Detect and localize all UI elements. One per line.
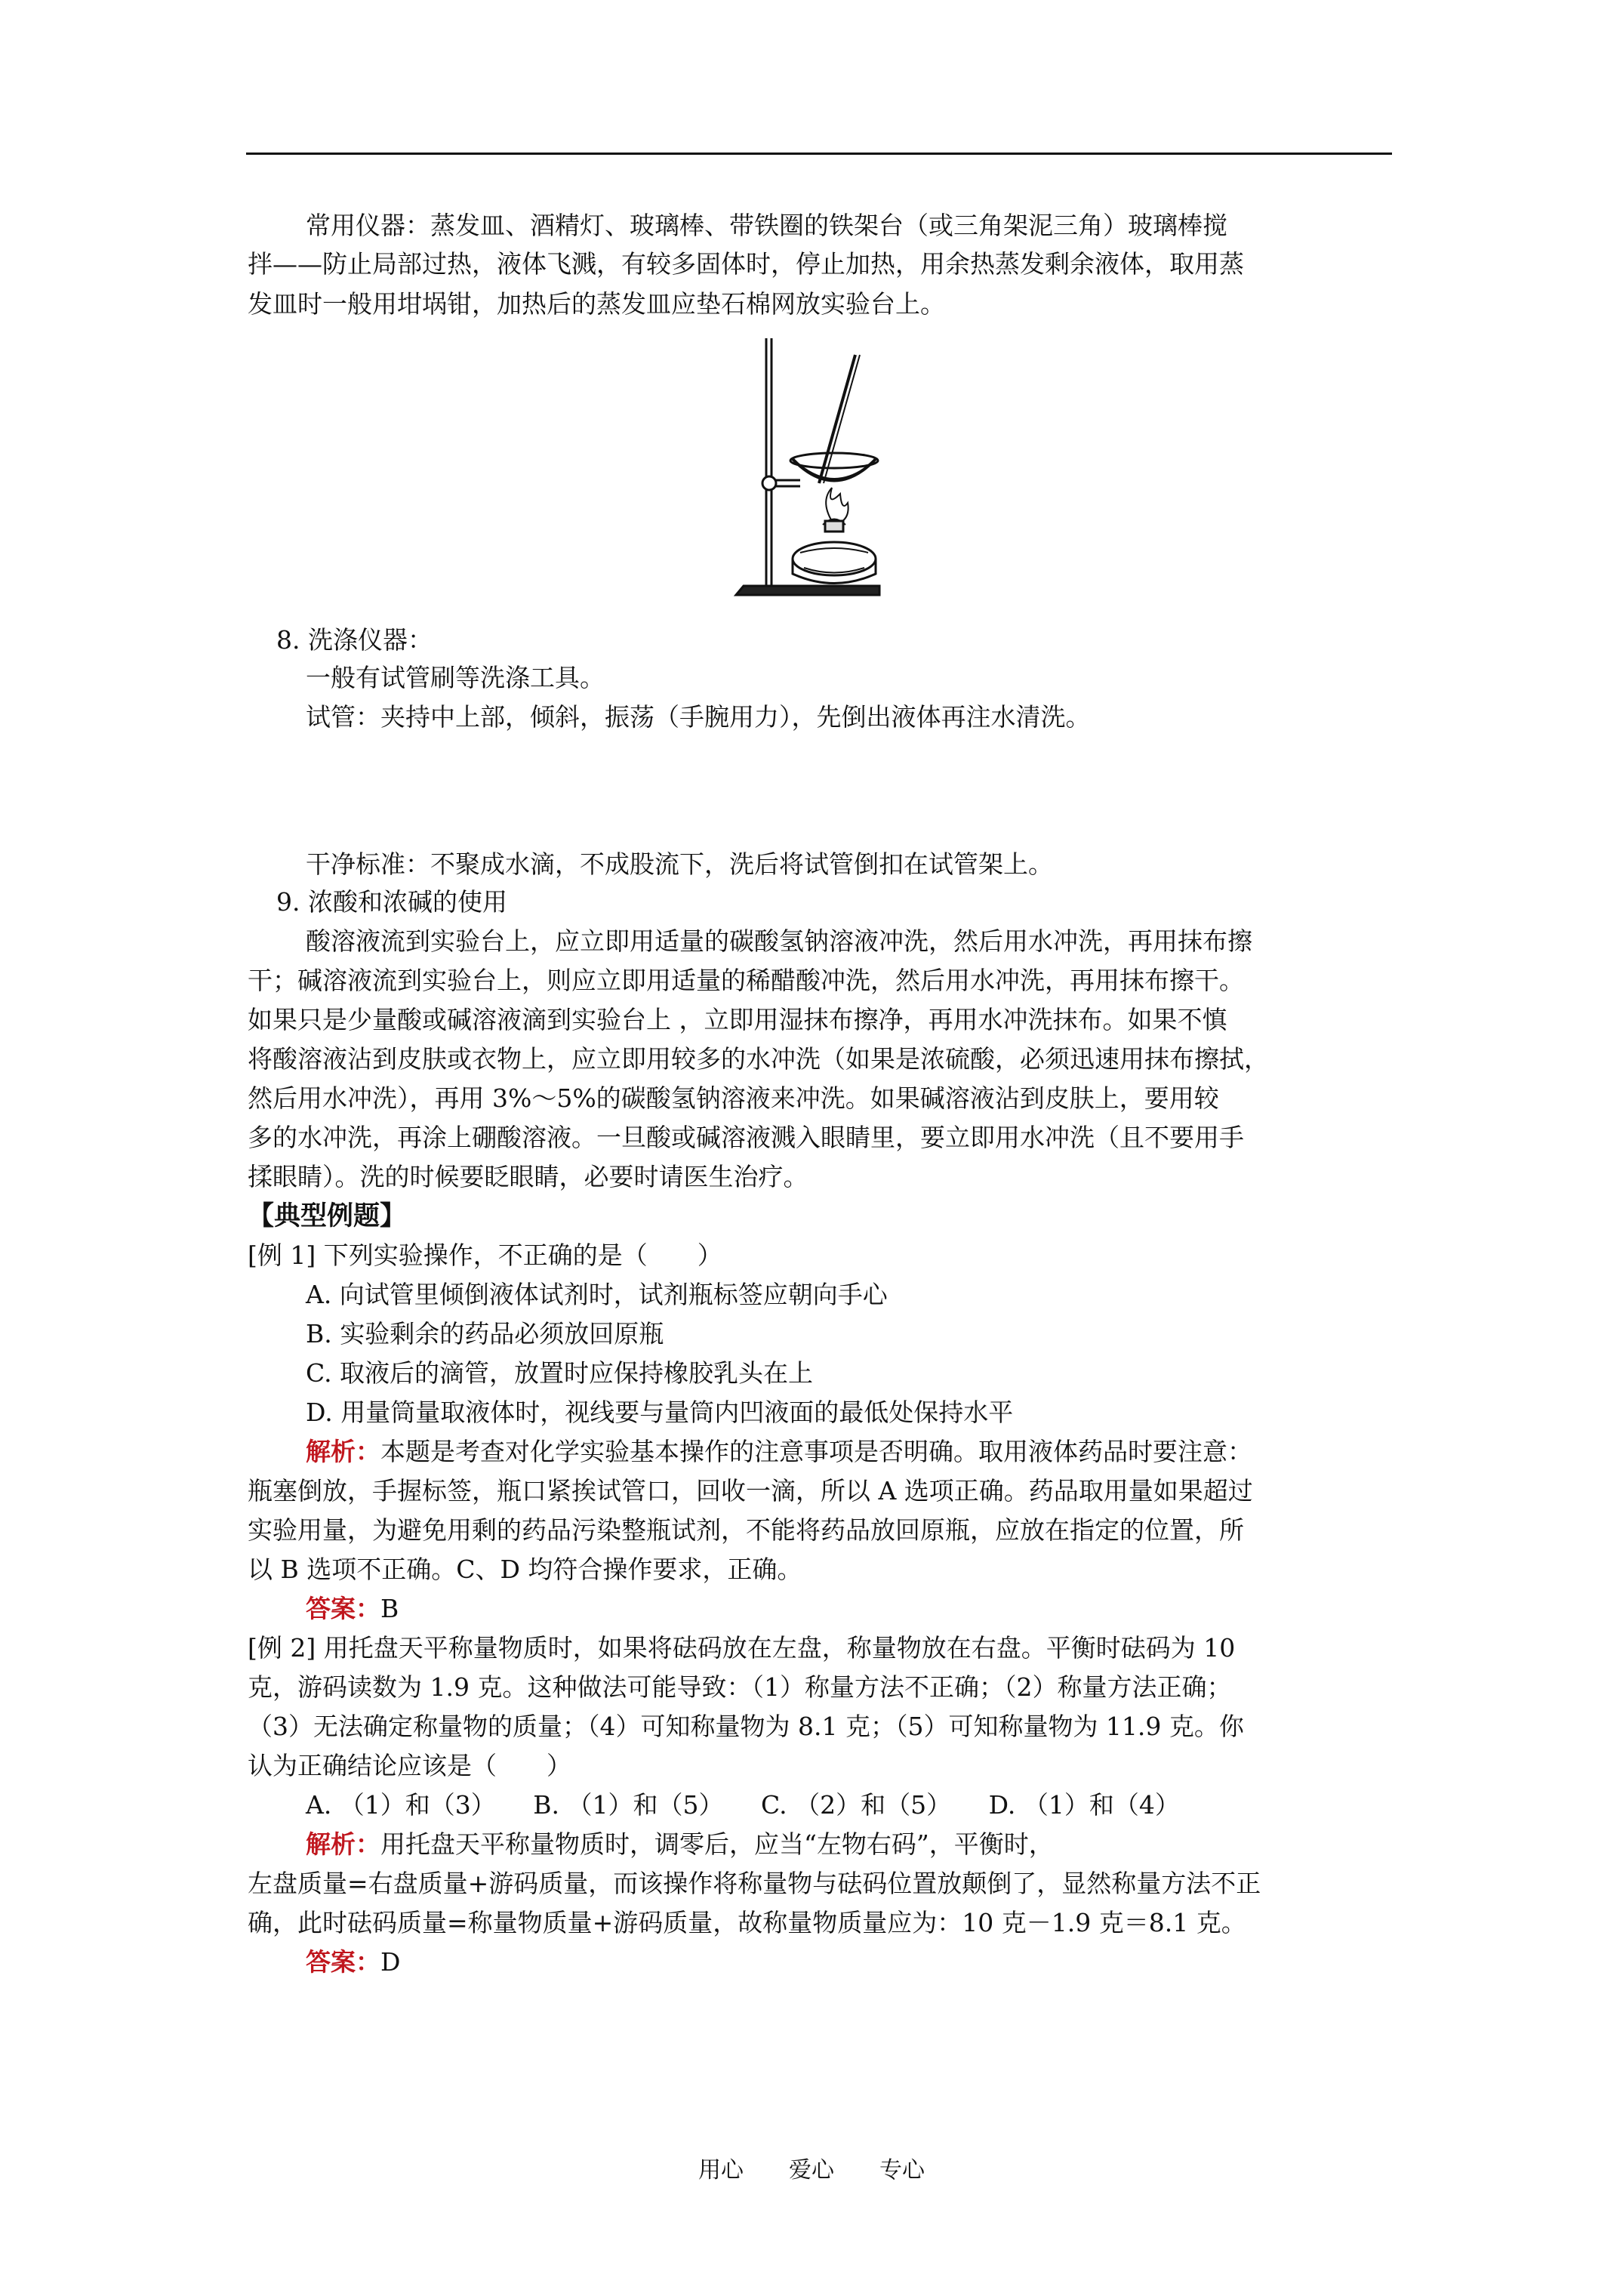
analysis-line: 解析：本题是考查对化学实验基本操作的注意事项是否明确。取用液体药品时要注意： bbox=[306, 1437, 1252, 1466]
paragraph-line: 干；碱溶液流到实验台上，则应立即用适量的稀醋酸冲洗，然后用水冲洗，再用抹布擦干。 bbox=[248, 966, 1244, 995]
analysis-line: 解析：用托盘天平称量物质时，调零后，应当“左物右码”，平衡时， bbox=[306, 1829, 1054, 1859]
paragraph-line: 一般有试管刷等洗涤工具。 bbox=[306, 663, 605, 692]
answer-line: 答案：D bbox=[306, 1947, 401, 1977]
analysis-label: 解析： bbox=[306, 1437, 380, 1466]
page-footer: 用心 爱心 专心 bbox=[698, 2157, 925, 2184]
paragraph-line: 干净标准：不聚成水滴，不成股流下，洗后将试管倒扣在试管架上。 bbox=[306, 849, 1053, 879]
question-2: [例 2] 用托盘天平称量物质时，如果将砝码放在左盘，称量物放在右盘。平衡时砝码为 10 bbox=[248, 1633, 1236, 1663]
paragraph-line: 酸溶液流到实验台上，应立即用适量的碳酸氢钠溶液冲洗，然后用水冲洗，再用抹布擦 bbox=[306, 926, 1252, 956]
question-2-line: 认为正确结论应该是（ ） bbox=[248, 1751, 571, 1780]
answer-label: 答案： bbox=[306, 1947, 380, 1977]
question-2-line: 克，游码读数为 1.9 克。这种做法可能导致：（1）称量方法不正确；（2）称量方法正确； bbox=[248, 1672, 1232, 1702]
paragraph-line: 常用仪器：蒸发皿、酒精灯、玻璃棒、带铁圈的铁架台（或三角架泥三角）玻璃棒搅 bbox=[306, 211, 1227, 240]
paragraph-line: 将酸溶液沾到皮肤或衣物上，应立即用较多的水冲洗（如果是浓硫酸，必须迅速用抹布擦拭， bbox=[248, 1044, 1269, 1074]
question-1: [例 1] 下列实验操作，不正确的是（ ） bbox=[248, 1240, 722, 1270]
answer-label: 答案： bbox=[306, 1594, 380, 1623]
section-title: 8. 洗涤仪器： bbox=[276, 625, 433, 655]
analysis-line: 以 B 选项不正确。C、D 均符合操作要求，正确。 bbox=[248, 1555, 802, 1584]
analysis-line: 左盘质量=右盘质量+游码质量，而该操作将称量物与砝码位置放颠倒了，显然称量方法不正 bbox=[248, 1869, 1261, 1898]
analysis-line: 确，此时砝码质量=称量物质量+游码质量，故称量物质量应为：10 克－1.9 克＝8.1 克。 bbox=[248, 1908, 1246, 1937]
paragraph-line: 然后用水冲洗），再用 3%～5%的碳酸氢钠溶液来冲洗。如果碱溶液沾到皮肤上，要用较 bbox=[248, 1083, 1219, 1113]
paragraph-line: 如果只是少量酸或碱溶液滴到实验台上 ，立即用湿抹布擦净，再用水冲洗抹布。如果不慎 bbox=[248, 1005, 1227, 1034]
evaporation-apparatus-figure bbox=[728, 332, 898, 600]
paragraph-line: 多的水冲洗，再涂上硼酸溶液。一旦酸或碱溶液溅入眼睛里，要立即用水冲洗（且不要用手 bbox=[248, 1123, 1244, 1152]
question-2-line: （3）无法确定称量物的质量；（4）可知称量物为 8.1 克；（5）可知称量物为 11.9 克。你 bbox=[248, 1712, 1244, 1741]
option-c: C. 取液后的滴管，放置时应保持橡胶乳头在上 bbox=[306, 1358, 814, 1388]
answer-line: 答案：B bbox=[306, 1594, 399, 1623]
paragraph-line: 发皿时一般用坩埚钳，加热后的蒸发皿应垫石棉网放实验台上。 bbox=[248, 289, 945, 319]
analysis-line: 瓶塞倒放，手握标签，瓶口紧挨试管口，回收一滴，所以 A 选项正确。药品取用量如果超过 bbox=[248, 1476, 1253, 1505]
analysis-label: 解析： bbox=[306, 1829, 380, 1859]
option-b: B. 实验剩余的药品必须放回原瓶 bbox=[306, 1319, 664, 1348]
header-rule bbox=[246, 153, 1392, 155]
paragraph-line: 拌——防止局部过热，液体飞溅，有较多固体时，停止加热，用余热蒸发剩余液体，取用蒸 bbox=[248, 249, 1244, 279]
option-a: A. 向试管里倾倒液体试剂时，试剂瓶标签应朝向手心 bbox=[306, 1280, 888, 1309]
paragraph-line: 揉眼睛）。洗的时候要眨眼睛，必要时请医生治疗。 bbox=[248, 1162, 808, 1191]
paragraph-line: 试管：夹持中上部，倾斜，振荡（手腕用力），先倒出液体再注水清洗。 bbox=[306, 702, 1091, 732]
section-title: 9. 浓酸和浓碱的使用 bbox=[276, 887, 507, 917]
option-d: D. 用量筒量取液体时，视线要与量筒内凹液面的最低处保持水平 bbox=[306, 1398, 1014, 1427]
examples-heading: 【典型例题】 bbox=[248, 1200, 407, 1231]
analysis-line: 实验用量，为避免用剩的药品污染整瓶试剂，不能将药品放回原瓶，应放在指定的位置，所 bbox=[248, 1515, 1244, 1545]
options-row: A. （1）和（3） B. （1）和（5） C. （2）和（5） D. （1）和（4） bbox=[306, 1790, 1180, 1820]
